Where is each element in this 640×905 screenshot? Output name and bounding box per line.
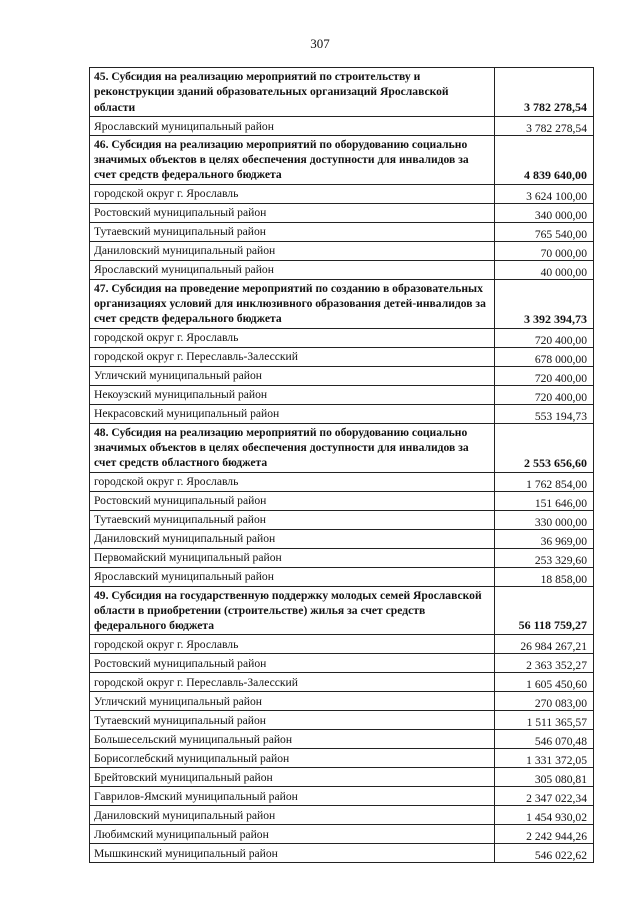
subsidy-amount: 18 858,00 <box>495 567 594 586</box>
municipality-name: Первомайский муниципальный район <box>90 548 495 567</box>
municipality-name: Ростовский муниципальный район <box>90 654 495 673</box>
section-total: 4 839 640,00 <box>495 135 594 184</box>
subsidy-amount: 1 605 450,60 <box>495 673 594 692</box>
subsidy-amount: 340 000,00 <box>495 203 594 222</box>
subsidy-amount: 1 762 854,00 <box>495 472 594 491</box>
subsidy-amount: 1 331 372,05 <box>495 749 594 768</box>
table-row <box>90 203 594 222</box>
municipality-name: Ярославский муниципальный район <box>90 116 495 135</box>
table-row <box>90 548 594 567</box>
table-row <box>90 768 594 787</box>
table-row <box>90 260 594 279</box>
subsidy-table <box>89 67 594 863</box>
section-header-row <box>90 279 594 328</box>
page-number: 307 <box>310 36 330 51</box>
subsidy-amount: 3 782 278,54 <box>495 116 594 135</box>
table-row <box>90 825 594 844</box>
section-title: 47. Субсидия на проведение мероприятий по созданию в образовательных организациях условий для инклюзивного образования детей-инвалидов за счет средств федерального бюджета <box>90 279 495 328</box>
subsidy-amount: 2 242 944,26 <box>495 825 594 844</box>
section-header-row <box>90 68 594 117</box>
table-row <box>90 366 594 385</box>
subsidy-amount: 546 022,62 <box>495 844 594 863</box>
table-row <box>90 787 594 806</box>
table-row <box>90 491 594 510</box>
table-row <box>90 749 594 768</box>
municipality-name: Брейтовский муниципальный район <box>90 768 495 787</box>
section-header-row <box>90 586 594 635</box>
subsidy-amount: 26 984 267,21 <box>495 635 594 654</box>
table-row <box>90 711 594 730</box>
table-row <box>90 510 594 529</box>
table-row <box>90 673 594 692</box>
subsidy-amount: 1 454 930,02 <box>495 806 594 825</box>
table-row <box>90 806 594 825</box>
municipality-name: городской округ г. Переславль-Залесский <box>90 673 495 692</box>
table-row <box>90 328 594 347</box>
municipality-name: Ярославский муниципальный район <box>90 260 495 279</box>
table-row <box>90 184 594 203</box>
subsidy-amount: 70 000,00 <box>495 241 594 260</box>
subsidy-amount: 151 646,00 <box>495 491 594 510</box>
table-row <box>90 222 594 241</box>
municipality-name: Даниловский муниципальный район <box>90 806 495 825</box>
table-row <box>90 635 594 654</box>
municipality-name: Ростовский муниципальный район <box>90 491 495 510</box>
table-row <box>90 529 594 548</box>
subsidy-amount: 2 363 352,27 <box>495 654 594 673</box>
municipality-name: Даниловский муниципальный район <box>90 529 495 548</box>
municipality-name: Любимский муниципальный район <box>90 825 495 844</box>
municipality-name: городской округ г. Ярославль <box>90 328 495 347</box>
section-total: 2 553 656,60 <box>495 423 594 472</box>
subsidy-amount: 553 194,73 <box>495 404 594 423</box>
municipality-name: Угличский муниципальный район <box>90 692 495 711</box>
subsidy-amount: 678 000,00 <box>495 347 594 366</box>
section-title: 45. Субсидия на реализацию мероприятий по строительству и реконструкции зданий образовательных организаций Ярославской области <box>90 68 495 117</box>
municipality-name: городской округ г. Ярославль <box>90 184 495 203</box>
subsidy-amount: 40 000,00 <box>495 260 594 279</box>
table-row <box>90 692 594 711</box>
municipality-name: Большесельский муниципальный район <box>90 730 495 749</box>
subsidy-table-body <box>90 68 594 863</box>
section-header-row <box>90 423 594 472</box>
subsidy-amount: 305 080,81 <box>495 768 594 787</box>
municipality-name: Тутаевский муниципальный район <box>90 510 495 529</box>
municipality-name: Даниловский муниципальный район <box>90 241 495 260</box>
table-row <box>90 844 594 863</box>
subsidy-amount: 1 511 365,57 <box>495 711 594 730</box>
subsidy-amount: 720 400,00 <box>495 328 594 347</box>
subsidy-amount: 36 969,00 <box>495 529 594 548</box>
table-row <box>90 472 594 491</box>
subsidy-amount: 720 400,00 <box>495 366 594 385</box>
municipality-name: городской округ г. Переславль-Залесский <box>90 347 495 366</box>
subsidy-amount: 3 624 100,00 <box>495 184 594 203</box>
section-total: 56 118 759,27 <box>495 586 594 635</box>
municipality-name: Тутаевский муниципальный район <box>90 711 495 730</box>
table-row <box>90 567 594 586</box>
municipality-name: городской округ г. Ярославль <box>90 472 495 491</box>
subsidy-amount: 253 329,60 <box>495 548 594 567</box>
section-header-row <box>90 135 594 184</box>
table-row <box>90 116 594 135</box>
table-row <box>90 654 594 673</box>
municipality-name: Некоузский муниципальный район <box>90 385 495 404</box>
municipality-name: Мышкинский муниципальный район <box>90 844 495 863</box>
table-row <box>90 347 594 366</box>
subsidy-amount: 2 347 022,34 <box>495 787 594 806</box>
table-row <box>90 241 594 260</box>
subsidy-amount: 270 083,00 <box>495 692 594 711</box>
section-total: 3 782 278,54 <box>495 68 594 117</box>
section-title: 46. Субсидия на реализацию мероприятий по оборудованию социально значимых объектов в целях обеспечения доступности для инвалидов за счет средств федерального бюджета <box>90 135 495 184</box>
table-row <box>90 404 594 423</box>
subsidy-amount: 546 070,48 <box>495 730 594 749</box>
section-title: 48. Субсидия на реализацию мероприятий по оборудованию социально значимых объектов в целях обеспечения доступности для инвалидов за счет средств областного бюджета <box>90 423 495 472</box>
municipality-name: Борисоглебский муниципальный район <box>90 749 495 768</box>
section-total: 3 392 394,73 <box>495 279 594 328</box>
municipality-name: Тутаевский муниципальный район <box>90 222 495 241</box>
subsidy-amount: 765 540,00 <box>495 222 594 241</box>
municipality-name: Гаврилов-Ямский муниципальный район <box>90 787 495 806</box>
table-row <box>90 385 594 404</box>
table-row <box>90 730 594 749</box>
municipality-name: Ярославский муниципальный район <box>90 567 495 586</box>
municipality-name: Ростовский муниципальный район <box>90 203 495 222</box>
subsidy-amount: 720 400,00 <box>495 385 594 404</box>
municipality-name: городской округ г. Ярославль <box>90 635 495 654</box>
section-title: 49. Субсидия на государственную поддержку молодых семей Ярославской области в приобретении (строительстве) жилья за счет средств федерального бюджета <box>90 586 495 635</box>
municipality-name: Некрасовский муниципальный район <box>90 404 495 423</box>
subsidy-amount: 330 000,00 <box>495 510 594 529</box>
municipality-name: Угличский муниципальный район <box>90 366 495 385</box>
